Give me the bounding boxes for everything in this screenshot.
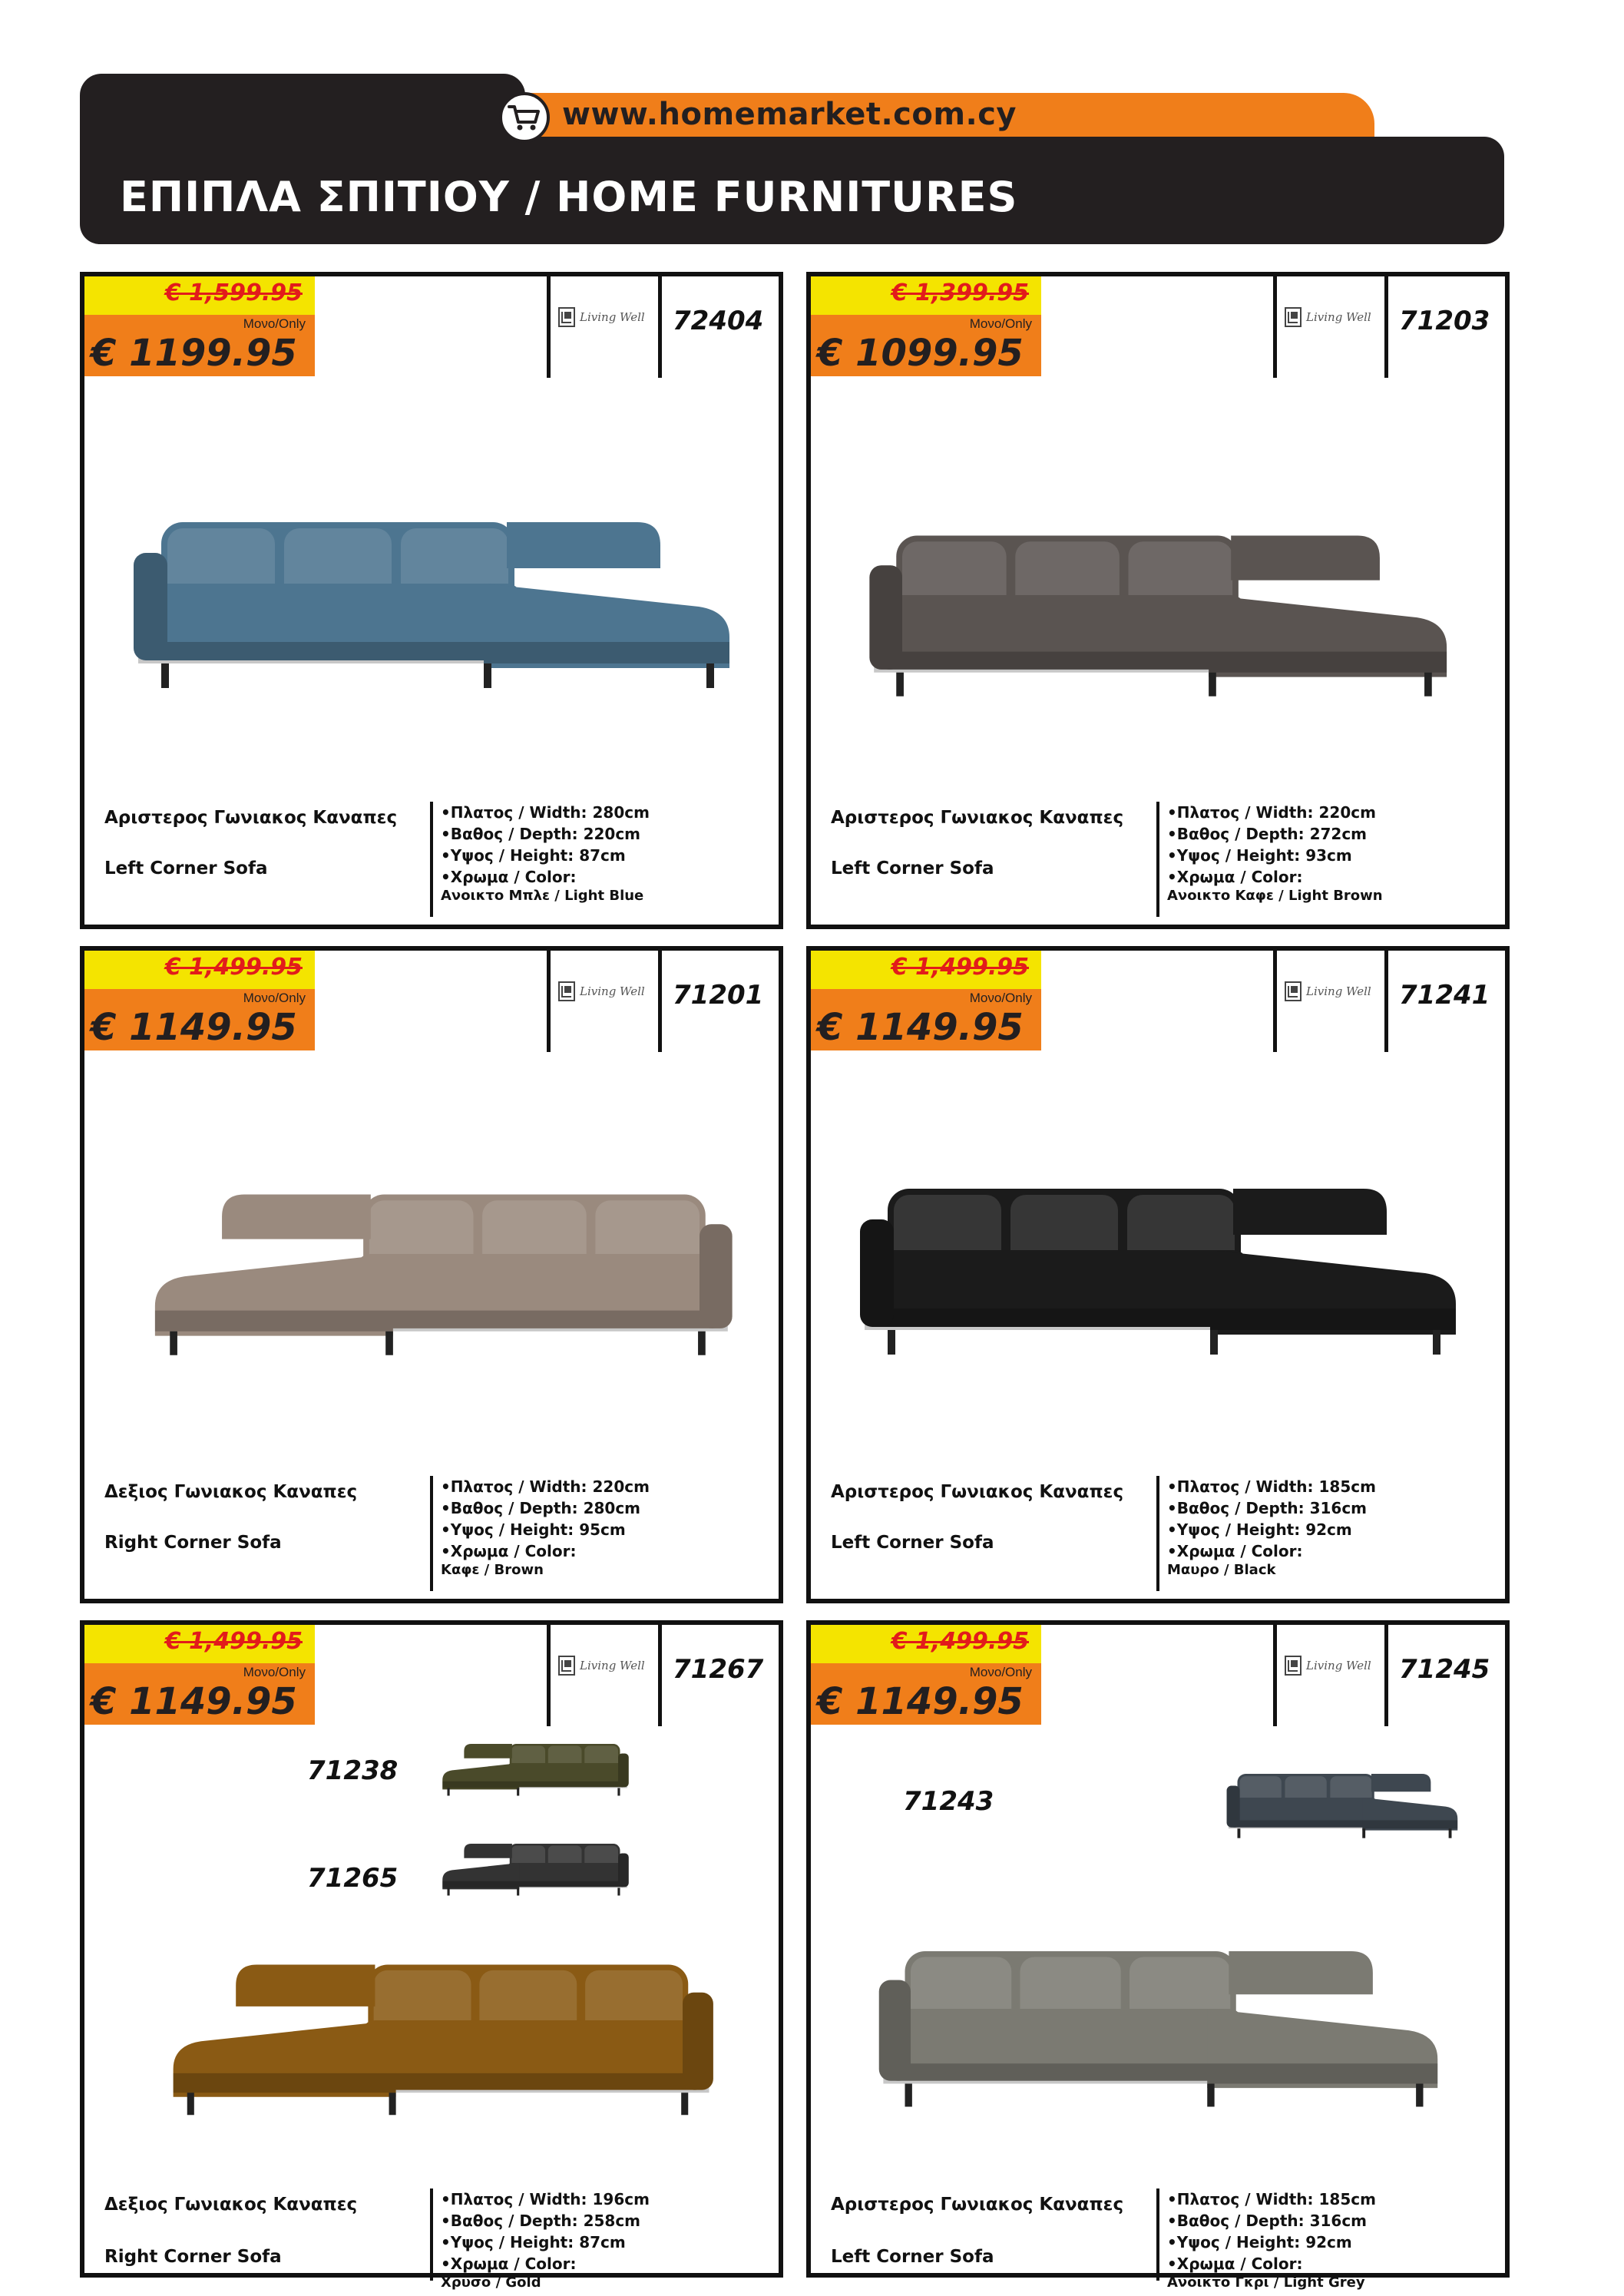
spec-list [1156,2188,1505,2291]
old-price: € 1,599.95 [164,280,303,306]
product-image[interactable] [826,1127,1502,1376]
brand-name: Living Well [1306,1659,1371,1672]
brand-logo-icon [558,1656,575,1676]
brand-name: Living Well [580,1659,645,1672]
title-english: Right Corner Sofa [104,2247,282,2267]
spec-color-label: •Χρωμα / Color: [441,868,577,886]
new-price-band [811,1663,1041,1725]
spec-depth: •Βαθος / Depth: 220cm [441,825,641,843]
sofa-photo [131,1909,745,2132]
price-box [811,1625,1041,1725]
brand-box [547,1625,662,1726]
variant-sofa-photo [438,1817,630,1909]
brand-logo-icon [1285,307,1302,327]
variant-image[interactable] [438,1717,630,1812]
new-price-band [84,1663,315,1725]
price-box [84,276,315,376]
old-price-band [811,951,1041,989]
spec-height: •Υψος / Height: 93cm [1167,846,1352,865]
spec-height: •Υψος / Height: 92cm [1167,2233,1352,2251]
spec-height: •Υψος / Height: 95cm [441,1520,626,1539]
old-price: € 1,499.95 [891,954,1029,981]
sale-price: € 1149.95 [91,1006,297,1049]
title-greek: Αριστερος Γωνιακος Καναπες [831,808,1124,828]
website-url[interactable]: www.homemarket.com.cy [562,97,1017,132]
old-price-band [811,276,1041,315]
brand-name: Living Well [1306,310,1371,324]
price-box [84,1625,315,1725]
variant-code: 71265 [307,1863,399,1894]
spec-color-value: Χρυσο / Gold [441,2274,541,2291]
brand-box [547,276,662,378]
product-image[interactable] [131,1909,745,2135]
sale-price: € 1149.95 [817,1680,1024,1723]
new-price-band [811,315,1041,376]
spec-depth: •Βαθος / Depth: 316cm [1167,1499,1368,1517]
brand-logo-icon [558,981,575,1001]
spec-color-value: Ανοικτο Μπλε / Light Blue [441,888,644,904]
title-greek: Αριστερος Γωνιακος Καναπες [104,808,398,828]
spec-list [1156,1476,1505,1591]
sofa-photo [115,1135,760,1373]
header-tab [80,74,525,143]
brand-box [1273,951,1388,1052]
spec-depth: •Βαθος / Depth: 258cm [441,2212,641,2230]
new-price-band [84,989,315,1050]
product-code: 71241 [1399,980,1490,1011]
spec-height: •Υψος / Height: 87cm [441,2233,626,2251]
spec-color-label: •Χρωμα / Color: [1167,2255,1303,2273]
title-english: Right Corner Sofa [104,1533,282,1553]
spec-depth: •Βαθος / Depth: 316cm [1167,2212,1368,2230]
brand-box [547,951,662,1052]
product-image[interactable] [115,1135,760,1376]
title-english: Left Corner Sofa [831,859,994,878]
old-price-band [84,276,315,315]
sale-price: € 1099.95 [817,332,1024,375]
variant-sofa-photo [1225,1748,1464,1848]
sofa-photo [826,476,1502,714]
spec-width: •Πλατος / Width: 280cm [441,803,650,822]
only-label: Μονο/Only [243,1665,306,1679]
sale-price: € 1149.95 [91,1680,297,1723]
title-greek: Δεξιος Γωνιακος Καναπες [104,2195,358,2215]
old-price: € 1,499.95 [164,1628,303,1655]
product-card[interactable] [806,946,1510,1603]
variant-code: 71238 [307,1755,399,1786]
title-english: Left Corner Sofa [104,859,268,878]
spec-height: •Υψος / Height: 92cm [1167,1520,1352,1539]
variant-image[interactable] [1225,1748,1464,1851]
old-price: € 1,499.95 [164,954,303,981]
brand-name: Living Well [1306,984,1371,998]
spec-height: •Υψος / Height: 87cm [441,846,626,865]
old-price-band [811,1625,1041,1663]
product-card[interactable] [806,272,1510,929]
title-greek: Αριστερος Γωνιακος Καναπες [831,2195,1124,2215]
shopping-cart-icon [499,92,550,143]
spec-list [430,2188,779,2291]
spec-depth: •Βαθος / Depth: 280cm [441,1499,641,1517]
product-image[interactable] [826,476,1502,717]
old-price-band [84,951,315,989]
sale-price: € 1199.95 [91,332,297,375]
sofa-photo [826,1894,1502,2124]
spec-color-label: •Χρωμα / Color: [441,1542,577,1560]
old-price: € 1,399.95 [891,280,1029,306]
variant-code: 71243 [903,1786,994,1817]
spec-list [430,1476,779,1591]
spec-color-label: •Χρωμα / Color: [1167,868,1303,886]
brand-box [1273,1625,1388,1726]
spec-color-label: •Χρωμα / Color: [441,2255,577,2273]
variant-sofa-photo [438,1717,630,1809]
spec-color-value: Μαυρο / Black [1167,1562,1276,1578]
title-greek: Δεξιος Γωνιακος Καναπες [104,1482,358,1502]
brand-logo-icon [558,307,575,327]
spec-width: •Πλατος / Width: 196cm [441,2190,650,2208]
new-price-band [84,315,315,376]
new-price-band [811,989,1041,1050]
product-code: 71201 [673,980,764,1011]
title-english: Left Corner Sofa [831,2247,994,2267]
spec-color-label: •Χρωμα / Color: [1167,1542,1303,1560]
product-image[interactable] [826,1894,1502,2127]
price-box [811,276,1041,376]
product-code: 71203 [1399,306,1490,336]
only-label: Μονο/Only [243,991,306,1005]
sofa-photo [123,461,752,706]
old-price: € 1,499.95 [891,1628,1029,1655]
price-box [84,951,315,1050]
price-box [811,951,1041,1050]
spec-list [1156,802,1505,917]
spec-color-value: Ανοικτο Γκρι / Light Grey [1167,2274,1365,2291]
only-label: Μονο/Only [969,316,1032,331]
only-label: Μονο/Only [969,1665,1032,1679]
sale-price: € 1149.95 [817,1006,1024,1049]
brand-name: Living Well [580,984,645,998]
product-card[interactable] [806,1620,1510,2291]
page-title: ΕΠΙΠΛΑ ΣΠΙΤΙΟΥ / HOME FURNITURES [120,173,1018,221]
old-price-band [84,1625,315,1663]
product-card[interactable] [80,946,783,1603]
sofa-photo [826,1127,1502,1373]
title-greek: Αριστερος Γωνιακος Καναπες [831,1482,1124,1502]
spec-color-value: Ανοικτο Καφε / Light Brown [1167,888,1383,904]
spec-list [430,802,779,917]
product-code: 71267 [673,1654,764,1685]
spec-width: •Πλατος / Width: 185cm [1167,2190,1376,2208]
only-label: Μονο/Only [243,316,306,331]
brand-name: Living Well [580,310,645,324]
spec-width: •Πλατος / Width: 220cm [441,1477,650,1496]
variant-image[interactable] [438,1817,630,1912]
product-card[interactable] [80,1620,783,2291]
product-code: 72404 [673,306,764,336]
spec-color-value: Καφε / Brown [441,1562,544,1578]
only-label: Μονο/Only [969,991,1032,1005]
spec-depth: •Βαθος / Depth: 272cm [1167,825,1368,843]
spec-width: •Πλατος / Width: 185cm [1167,1477,1376,1496]
title-english: Left Corner Sofa [831,1533,994,1553]
product-code: 71245 [1399,1654,1490,1685]
brand-logo-icon [1285,981,1302,1001]
product-image[interactable] [123,461,752,710]
product-card[interactable] [80,272,783,929]
spec-width: •Πλατος / Width: 220cm [1167,803,1376,822]
brand-box [1273,276,1388,378]
brand-logo-icon [1285,1656,1302,1676]
